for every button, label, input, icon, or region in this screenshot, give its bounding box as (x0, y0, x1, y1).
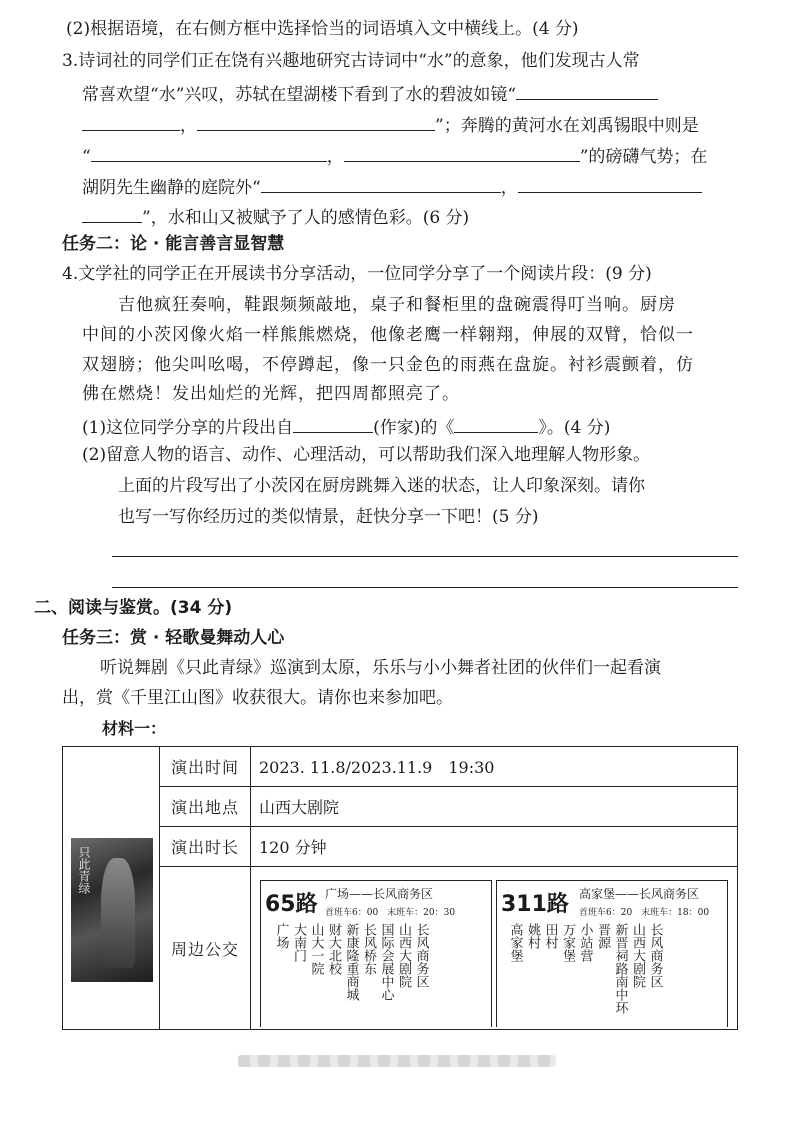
question-4-1 (82, 414, 610, 439)
bus-stop: 国际会展中心 (378, 923, 394, 1001)
bus-stop: 高家堡 (507, 923, 523, 962)
question-3-text: 湖阴先生幽静的庭院外“ (82, 178, 261, 198)
bus-stop: 田村 (542, 923, 558, 949)
answer-blank[interactable] (344, 143, 580, 162)
answer-blank[interactable] (197, 112, 435, 131)
excerpt-line-3: 双翅膀；他尖叫吆喝，不停蹲起，像一只金色的雨燕在盘旋。衬衫震颤着，仿 (82, 355, 694, 375)
show-poster-image (71, 838, 153, 982)
bus-stop: 山西大剧院 (396, 923, 411, 988)
duration-label: 演出时长 (160, 827, 251, 867)
question-4-2-line-1: (2)留意人物的语言、动作、心理活动，可以帮助我们深入地理解人物形象。 (82, 445, 651, 465)
answer-blank[interactable] (82, 204, 142, 223)
bus-stop: 长风商务区 (647, 923, 663, 988)
bus-stop: 长风商务区 (413, 923, 429, 988)
bus-stop: 财大北校 (326, 923, 341, 975)
question-4-intro: 4.文学社的同学正在开展读书分享活动，一位同学分享了一个阅读片段：(9 分) (62, 264, 652, 284)
task-2-title: 任务二：论 · 能言善言显智慧 (62, 234, 285, 254)
question-4-text: (1)这位同学分享的片段出自 (82, 418, 294, 438)
bus-stop: 大南门 (291, 923, 306, 962)
question-3-line-1: 3.诗词社的同学们正在饶有兴趣地研究古诗词中“水”的意象，他们发现古人常 (62, 51, 640, 71)
bus-65-stops (271, 923, 429, 1001)
bus-stop: 姚村 (525, 923, 540, 949)
bus-stop: 广场 (273, 923, 289, 949)
author-blank[interactable] (293, 414, 373, 433)
answer-blank[interactable] (82, 112, 180, 131)
bus-65-times: 首班车6：00 末班车：20：30 (325, 908, 456, 918)
bus-stop: 晋源 (595, 923, 610, 949)
bus-stop: 山大一院 (308, 923, 324, 975)
question-2-2: (2)根据语境，在右侧方框中选择恰当的词语填入文中横线上。(4 分) (66, 19, 579, 39)
bus-65-box (260, 880, 492, 1027)
bus-65-route: 广场——长风商务区 (325, 887, 434, 901)
question-3-line-6 (82, 204, 469, 229)
question-3-text: “ (82, 147, 91, 167)
bus-311-times: 首班车6：20 末班车：18：00 (579, 908, 710, 918)
duration-value: 120 分钟 (251, 827, 738, 867)
question-3-text: 常喜欢望“水”兴叹，苏轼在望湖楼下看到了水的碧波如镜“ (82, 85, 517, 105)
material-1-label: 材料一： (102, 719, 167, 738)
bus-65-number: 65路 (265, 892, 318, 917)
question-4-text: (作家)的《 (373, 418, 455, 438)
question-4-2-line-3: 也写一写你经历过的类似情景，赶快分享一下吧！(5 分) (118, 507, 539, 527)
question-3-line-5 (82, 174, 702, 199)
bus-stop: 新康隆重商城 (343, 923, 359, 1001)
question-3-line-4 (82, 143, 707, 168)
question-3-line-2 (82, 81, 658, 106)
place-value: 山西大剧院 (251, 787, 738, 827)
time-value: 2023. 11.8/2023.11.9 19:30 (251, 747, 738, 787)
question-3-text: ”的磅礴气势；在 (579, 147, 708, 167)
answer-blank[interactable] (91, 143, 327, 162)
bus-stop: 长风桥东 (361, 923, 376, 975)
question-3-text: ， (500, 178, 518, 198)
question-3-text: ， (180, 116, 197, 136)
answer-line[interactable] (112, 587, 738, 588)
poster-title: 只此青绿 (77, 846, 91, 894)
question-3-text: ”；奔腾的黄河水在刘禹锡眼中则是 (435, 116, 699, 136)
answer-blank[interactable] (518, 174, 702, 193)
excerpt-line-2: 中间的小茨冈像火焰一样熊熊燃烧，他像老鹰一样翱翔，伸展的双臂，恰似一 (82, 325, 694, 345)
answer-blank[interactable] (516, 81, 658, 100)
bus-stop: 万家堡 (560, 923, 575, 962)
excerpt-line-4: 佛在燃烧！发出灿烂的光辉，把四周都照亮了。 (82, 384, 460, 404)
task-3-title: 任务三：赏 · 轻歌曼舞动人心 (62, 628, 285, 648)
time-label: 演出时间 (160, 747, 251, 787)
book-blank[interactable] (454, 414, 538, 433)
excerpt-line-1: 吉他疯狂奏响，鞋跟频频敲地，桌子和餐柜里的盘碗震得叮当响。厨房 (118, 295, 676, 315)
dancer-figure (101, 858, 135, 968)
section-2-title: 二、阅读与鉴赏。(34 分) (34, 598, 233, 618)
bus-311-number: 311路 (501, 892, 569, 917)
bus-311-stops (505, 923, 663, 1014)
question-3-line-3 (82, 112, 699, 137)
bus-stop: 小站营 (577, 923, 593, 962)
answer-blank[interactable] (261, 174, 501, 193)
task-3-intro-1: 听说舞剧《只此青绿》巡演到太原，乐乐与小小舞者社团的伙伴们一起看演 (100, 658, 661, 678)
blurred-footer-text (238, 1055, 556, 1067)
bus-311-route: 高家堡——长风商务区 (579, 887, 700, 901)
task-3-intro-2: 出，赏《千里江山图》收获很大。请你也来参加吧。 (62, 688, 453, 708)
answer-line[interactable] (112, 556, 738, 557)
question-3-text: ”，水和山又被赋予了人的感情色彩。(6 分) (142, 208, 470, 228)
bus-stop: 山西大剧院 (630, 923, 645, 988)
bus-stop: 新晋祠路南中环 (612, 923, 628, 1014)
question-4-2-line-2: 上面的片段写出了小茨冈在厨房跳舞入迷的状态，让人印象深刻。请你 (118, 476, 645, 496)
bus-311-box (496, 880, 728, 1027)
place-label: 演出地点 (160, 787, 251, 827)
question-3-text: ， (326, 147, 344, 167)
bus-label: 周边公交 (160, 867, 251, 1030)
question-4-text: 》。(4 分) (538, 418, 611, 438)
